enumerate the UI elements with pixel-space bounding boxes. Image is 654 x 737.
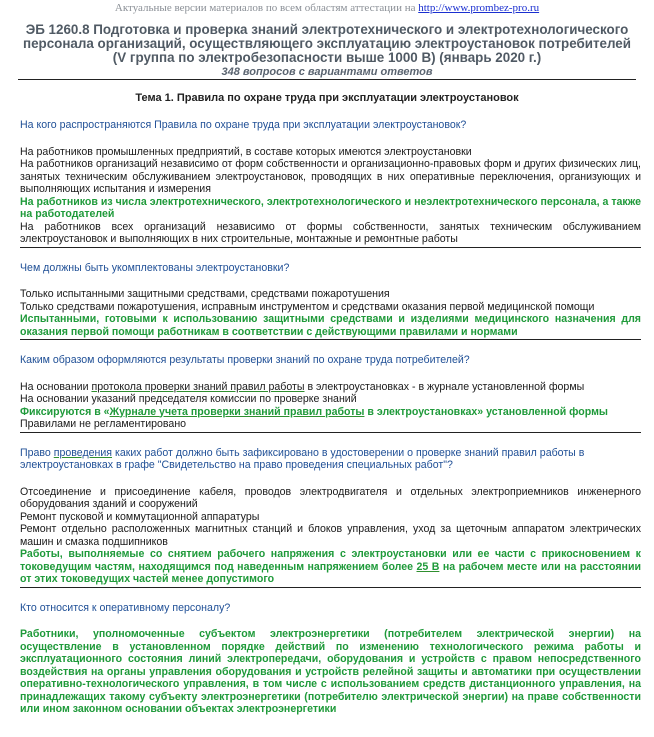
answer-option: На работников промышленных предприятий, в составе которых имеются электроустановки: [20, 145, 472, 158]
question-divider: [20, 247, 641, 248]
answer-list: [20, 381, 641, 431]
question-divider: [20, 587, 641, 588]
question-text: [20, 447, 641, 472]
answer-option: Ремонт пусковой и коммутационной аппаратуры: [20, 510, 260, 523]
question-block: [20, 262, 641, 341]
answer-text-pre: На основании: [20, 380, 92, 393]
question-text-underlined: проведения: [53, 446, 113, 459]
answer-text-post: в электроустановках - в журнале установленной формы: [304, 380, 585, 393]
banner-text: Актуальные версии материалов по всем областям аттестации на: [114, 2, 416, 14]
answer-option-correct: Работники, уполномоченные субъектом электроэнергетики (потребителем электрической энергии) на осуществление в установленном порядке действий по изменению технологического режима работы и эксплуатационного состояния линий электропередачи, оборудования и устройств с правом непосредственного воздействия на органы управления оборудования и устройств релейной защиты и автоматики при осуществлении оперативно-технологического управления, в том числе с использованием средств дистанционного управления, на принадлежащих такому субъекту электроэнергетики (потребителю электрической энергии) на праве собственности или ином законном основании объектах электроэнергетики: [20, 628, 641, 715]
answer-option: Только средствами пожаротушения, исправным инструментом и средствами оказания первой медицинской помощи: [20, 300, 595, 313]
answer-option-correct: Испытанными, готовыми к использованию защитными средствами и изделиями медицинского назначения для оказания первой помощи работникам в соответствии с действующими правилами и нормами: [20, 313, 641, 338]
answer-text-post: в электроустановках» установленной формы: [364, 405, 608, 418]
answer-text-underlined: протокола проверки знаний правил работы: [91, 380, 305, 393]
answer-option: На работников всех организаций независимо от формы собственности, занятых техническим обслуживанием электроустановок и выполняющих в них строительные, монтажные и ремонтные работы: [20, 220, 641, 245]
answer-option: [20, 381, 641, 394]
document-subtitle: 348 вопросов с вариантами ответов: [221, 66, 433, 78]
answer-text-underlined: 25 В: [416, 560, 440, 573]
banner-link[interactable]: http://www.prombez-pro.ru: [418, 2, 540, 14]
answer-list: [20, 146, 641, 246]
answer-option: Правилами не регламентировано: [20, 418, 187, 430]
answer-option-correct: [20, 548, 641, 586]
question-text: Кто относится к оперативному персоналу?: [20, 601, 231, 614]
answer-option: Отсоединение и присоединение кабеля, проводов электродвигателя и отдельных электроприемников инженерного оборудования зданий и сооружений: [20, 485, 641, 510]
question-text-post: каких работ должно быть зафиксировано в удостоверении о проверке знаний правил работы в электроустановках в графе "Свидетельство на право проведения специальных работ"?: [20, 446, 585, 471]
question-block: [20, 447, 641, 588]
document-title: ЭБ 1260.8 Подготовка и проверка знаний электротехнического и электротехнологического персонала организаций, осуществляющего эксплуатацию электроустановок потребителей (V группа по электробезопасности выше 1000 В) (январь 2020 г.): [22, 22, 631, 65]
question-block: [20, 354, 641, 433]
answer-option: Ремонт отдельно расположенных магнитных станций и блоков управления, уход за щеточным аппаратом электрических машин и смазка подшипников: [20, 523, 641, 548]
question-block: [20, 602, 641, 716]
answer-option: Только испытанными защитными средствами, средствами пожаротушения: [20, 288, 390, 300]
answer-list: [20, 486, 641, 586]
title-divider: [18, 79, 636, 80]
question-block: [20, 119, 641, 248]
answer-list: [20, 288, 641, 338]
question-text-pre: Право: [20, 446, 54, 459]
answer-text-post: на рабочем месте или на расстоянии от этих токоведущих частей менее допустимого: [20, 560, 641, 585]
question-divider: [20, 432, 641, 433]
answer-list: [20, 628, 641, 716]
question-text: Каким образом оформляются результаты проверки знаний по охране труда потребителей?: [20, 354, 470, 366]
answer-option: На работников организаций независимо от форм собственности и организационно-правовых форм и других физических лиц, занятых техническим обслуживанием электроустановок, проводящих в них оперативные переключения, организующих и выполняющих испытания и измерения: [20, 158, 641, 195]
question-text: Чем должны быть укомплектованы электроустановки?: [20, 261, 290, 274]
answer-text-pre: Работы, выполняемые со снятием рабочего напряжения с электроустановки или ее части с прикосновением к токоведущим частям, находящимся под наведенным напряжением более: [20, 548, 641, 573]
topic-heading: Тема 1. Правила по охране труда при эксплуатации электроустановок: [135, 92, 519, 104]
top-banner: [0, 0, 654, 16]
answer-option-correct: [20, 406, 641, 419]
question-text: На кого распространяются Правила по охране труда при эксплуатации электроустановок?: [20, 119, 467, 131]
answer-option: На основании указаний председателя комиссии по проверке знаний: [20, 393, 357, 405]
question-divider: [20, 339, 641, 340]
answer-option-correct: На работников из числа электротехнического, электротехнологического и неэлектротехнического персонала, а также на работодателей: [20, 195, 641, 220]
answer-text-pre: Фиксируются в «: [20, 405, 110, 418]
answer-text-underlined: Журнале учета проверки знаний правил работы: [109, 405, 365, 418]
